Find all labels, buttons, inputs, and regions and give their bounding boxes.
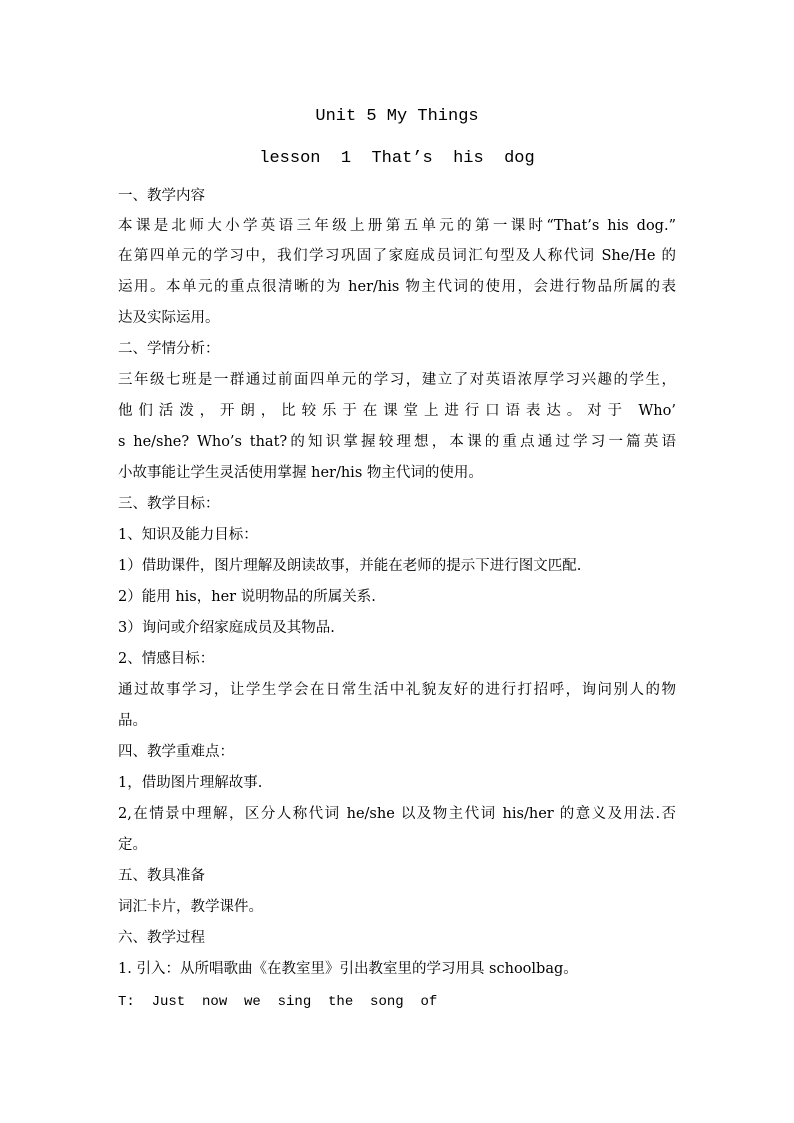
document-title: Unit 5 My Things bbox=[315, 107, 479, 126]
list-item: 1）借助课件，图片理解及朗读故事，并能在老师的提示下进行图文匹配. bbox=[118, 558, 582, 574]
paragraph-line: 达及实际运用。 bbox=[118, 310, 220, 326]
paragraph-line: 小故事能让学生灵活使用掌握 her/his 物主代词的使用。 bbox=[118, 465, 483, 481]
paragraph-line: 在第四单元的学习中，我们学习巩固了家庭成员词汇句型及人称代词 She/He 的 bbox=[118, 248, 676, 264]
paragraph-line: 三年级七班是一群通过前面四单元的学习，建立了对英语浓厚学习兴趣的学生， bbox=[118, 372, 676, 388]
section-heading-keypoints: 四、教学重难点： bbox=[118, 744, 234, 760]
paragraph-line: 本课是北师大小学英语三年级上册第五单元的第一课时“That’s his dog.” bbox=[118, 218, 676, 234]
paragraph-line: 通过故事学习，让学生学会在日常生活中礼貌友好的进行打招呼，询问别人的物 bbox=[118, 682, 676, 698]
paragraph-line: 品。 bbox=[118, 713, 147, 729]
subheading-knowledge: 1、知识及能力目标： bbox=[118, 527, 258, 543]
paragraph-line: 定。 bbox=[118, 837, 147, 853]
paragraph-line: 词汇卡片，教学课件。 bbox=[118, 899, 263, 915]
section-heading-process: 六、教学过程 bbox=[118, 930, 205, 946]
paragraph-line: 运用。本单元的重点很清晰的为 her/his 物主代词的使用，会进行物品所属的表 bbox=[118, 279, 676, 295]
section-heading-analysis: 二、学情分析： bbox=[118, 341, 220, 357]
paragraph-line: s he/she? Who’s that?的知识掌握较理想，本课的重点通过学习一篇英语 bbox=[118, 434, 676, 450]
list-item: 1，借助图片理解故事. bbox=[118, 775, 263, 791]
section-heading-content: 一、教学内容 bbox=[118, 188, 205, 204]
paragraph-line: 他们活泼，开朗，比较乐于在课堂上进行口语表达。对于 Who’ bbox=[118, 403, 676, 419]
list-item: 2）能用 his，her 说明物品的所属关系. bbox=[118, 589, 376, 605]
list-item: 2,在情景中理解，区分人称代词 he/she 以及物主代词 his/her 的意义及用法.否 bbox=[118, 806, 676, 822]
section-heading-materials: 五、教具准备 bbox=[118, 868, 205, 884]
section-heading-goals: 三、教学目标： bbox=[118, 496, 220, 512]
subheading-emotion: 2、情感目标： bbox=[118, 651, 215, 667]
lesson-subtitle: lesson 1 That’s his dog bbox=[259, 149, 535, 168]
list-item: 3）询问或介绍家庭成员及其物品. bbox=[118, 620, 335, 636]
dialogue-line: T: Just now we sing the song of bbox=[118, 994, 438, 1010]
list-item: 1. 引入：从所唱歌曲《在教室里》引出教室里的学习用具 schoolbag。 bbox=[118, 961, 578, 977]
